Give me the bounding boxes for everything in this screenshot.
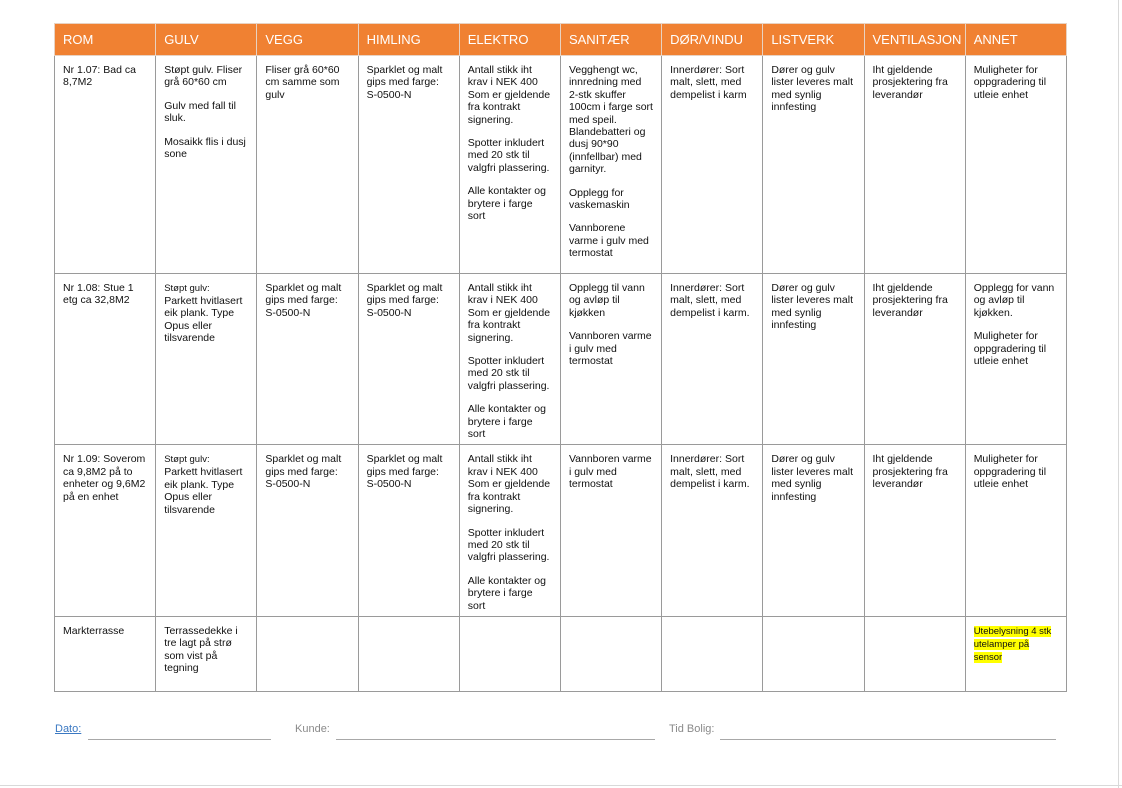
cell-text: Opplegg for vaskemaskin: [568, 186, 630, 212]
cell-dor-vindu: [662, 616, 763, 691]
cell-elektro: [459, 56, 560, 274]
cell-text: Støpt gulv:: [164, 454, 210, 466]
header-annet: ANNET: [965, 24, 1066, 56]
cell-vegg: [257, 56, 358, 274]
kunde-label: Kunde:: [295, 723, 330, 735]
cell-text: Antall stikk iht krav i NEK 400 Som er gjeldende fra kontrakt signering.: [467, 282, 551, 344]
dato-label: Dato:: [55, 723, 82, 735]
header-himling: HIMLING: [358, 24, 459, 56]
cell-elektro: [459, 445, 560, 616]
cell-text: Antall stikk iht krav i NEK 400 Som er gjeldende fra kontrakt signering.: [467, 453, 551, 516]
cell-listverk: [763, 274, 864, 445]
cell-text: Sparklet og malt gips med farge: S-0500-N: [366, 282, 443, 319]
cell-himling: [358, 274, 459, 445]
table-row: [55, 274, 1067, 445]
cell-text: Parkett hvitlasert eik plank. Type Opus eller tilsvarende: [164, 466, 243, 516]
cell-vegg: [257, 274, 358, 445]
header-vegg: VEGG: [257, 24, 358, 56]
cell-sanitaer: [560, 274, 661, 445]
cell-text: Støpt gulv:: [164, 283, 210, 294]
cell-text: Iht gjeldende prosjektering fra leverandør: [872, 64, 948, 101]
cell-sanitaer: [560, 56, 661, 274]
cell-text: Dører og gulv lister leveres malt med synlig innfesting: [771, 64, 854, 114]
cell-text: Fliser grå 60*60 cm samme som gulv: [265, 64, 340, 101]
cell-dor-vindu: [662, 445, 763, 616]
cell-text: Innerdører: Sort malt, slett, med dempelist i karm.: [670, 282, 750, 319]
cell-text: Sparklet og malt gips med farge: S-0500-N: [265, 282, 342, 319]
cell-text: Muligheter for oppgradering til utleie enhet: [973, 64, 1047, 101]
cell-text: Vannborene varme i gulv med termostat: [568, 222, 649, 260]
cell-sanitaer: [560, 445, 661, 616]
page-edge: [0, 785, 1122, 786]
page-edge: [1118, 0, 1119, 788]
cell-text: Sparklet og malt gips med farge: S-0500-N: [265, 453, 342, 491]
table-row: [55, 445, 1067, 616]
cell-text: Vannboren varme i gulv med termostat: [568, 453, 652, 491]
cell-text: Muligheter for oppgradering til utleie enhet: [973, 453, 1047, 491]
cell-text: Innerdører: Sort malt, slett, med dempelist i karm: [670, 64, 747, 101]
dato-field[interactable]: [88, 739, 271, 740]
cell-vegg: [257, 445, 358, 616]
cell-himling: [358, 56, 459, 274]
cell-annet: [965, 274, 1066, 445]
cell-text: Sparklet og malt gips med farge: S-0500-N: [366, 64, 443, 101]
cell-gulv: [156, 445, 257, 616]
cell-text: Iht gjeldende prosjektering fra leverandør: [872, 453, 948, 491]
cell-text: Opplegg til vann og avløp til kjøkken: [568, 282, 645, 319]
cell-text: Alle kontakter og brytere i farge sort: [467, 185, 546, 223]
header-gulv: GULV: [156, 24, 257, 56]
cell-himling: [358, 445, 459, 616]
tid-bolig-field[interactable]: [720, 739, 1056, 740]
table-row: [55, 616, 1067, 691]
cell-text: Muligheter for oppgradering til utleie enhet: [973, 330, 1047, 368]
cell-gulv: [156, 56, 257, 274]
tid-bolig-label: Tid Bolig:: [669, 723, 715, 735]
cell-dor-vindu: [662, 56, 763, 274]
cell-dor-vindu: [662, 274, 763, 445]
cell-ventilasjon: [864, 56, 965, 274]
cell-ventilasjon: [864, 616, 965, 691]
cell-rom: [55, 274, 156, 445]
cell-elektro: [459, 616, 560, 691]
cell-annet: [965, 616, 1066, 691]
cell-text: Spotter inkludert med 20 stk til valgfri plassering.: [467, 526, 550, 564]
cell-text: Iht gjeldende prosjektering fra leverandør: [872, 282, 948, 319]
cell-ventilasjon: [864, 274, 965, 445]
cell-text: Markterrasse: [63, 624, 125, 637]
cell-text: Alle kontakter og brytere i farge sort: [467, 403, 546, 441]
cell-text: Alle kontakter og brytere i farge sort: [467, 574, 546, 612]
cell-gulv: [156, 274, 257, 445]
cell-text: Spotter inkludert med 20 stk til valgfri plassering.: [467, 137, 550, 174]
cell-text: Vannboren varme i gulv med termostat: [568, 330, 652, 368]
cell-himling: [358, 616, 459, 691]
highlighted-text: Utebelysning 4 stk utelamper på sensor: [973, 625, 1052, 663]
cell-text: Nr 1.09: Soverom ca 9,8M2 på to enheter og 9,6M2 på en enhet: [63, 453, 146, 503]
table-row: [55, 56, 1067, 274]
cell-text: Dører og gulv lister leveres malt med synlig innfesting: [771, 453, 854, 503]
cell-text: Sparklet og malt gips med farge: S-0500-N: [366, 453, 443, 491]
cell-text: Vegghengt wc, innredning med 2-stk skuffer 100cm i farge sort med speil. Blandebatteri og dusj 90*90 (innfellbar) med garnityr.: [568, 64, 653, 176]
cell-vegg: [257, 616, 358, 691]
cell-elektro: [459, 274, 560, 445]
header-ventilasjon: VENTILASJON: [864, 24, 965, 56]
cell-text: Spotter inkludert med 20 stk til valgfri plassering.: [467, 355, 550, 392]
header-dor-vindu: DØR/VINDU: [662, 24, 763, 56]
cell-ventilasjon: [864, 445, 965, 616]
cell-text: Terrassedekke i tre lagt på strø som vist på tegning: [164, 624, 238, 675]
cell-text: Antall stikk iht krav i NEK 400 Som er gjeldende fra kontrakt signering.: [467, 64, 551, 126]
cell-listverk: [763, 616, 864, 691]
cell-text: Nr 1.08: Stue 1 etg ca 32,8M2: [63, 282, 134, 307]
cell-text: Dører og gulv lister leveres malt med synlig innfesting: [771, 282, 854, 332]
cell-listverk: [763, 445, 864, 616]
cell-gulv: [156, 616, 257, 691]
cell-text: Innerdører: Sort malt, slett, med dempelist i karm.: [670, 453, 750, 491]
cell-text: Støpt gulv. Fliser grå 60*60 cm: [164, 64, 243, 89]
cell-annet: [965, 445, 1066, 616]
cell-text: Nr 1.07: Bad ca 8,7M2: [63, 64, 136, 89]
kunde-field[interactable]: [336, 739, 655, 740]
cell-text: Parkett hvitlasert eik plank. Type Opus eller tilsvarende: [164, 295, 243, 345]
cell-annet: [965, 56, 1066, 274]
header-sanitaer: SANITÆR: [560, 24, 661, 56]
cell-text: Mosaikk flis i dusj sone: [164, 135, 246, 161]
cell-sanitaer: [560, 616, 661, 691]
cell-rom: [55, 616, 156, 691]
header-elektro: ELEKTRO: [459, 24, 560, 56]
cell-rom: [55, 56, 156, 274]
cell-text: Gulv med fall til sluk.: [164, 99, 236, 125]
header-rom: ROM: [55, 24, 156, 56]
cell-listverk: [763, 56, 864, 274]
cell-rom: [55, 445, 156, 616]
header-listverk: LISTVERK: [763, 24, 864, 56]
cell-text: Opplegg for vann og avløp til kjøkken.: [973, 282, 1055, 319]
table-header-row: [55, 24, 1067, 56]
specification-table: [54, 23, 1067, 692]
